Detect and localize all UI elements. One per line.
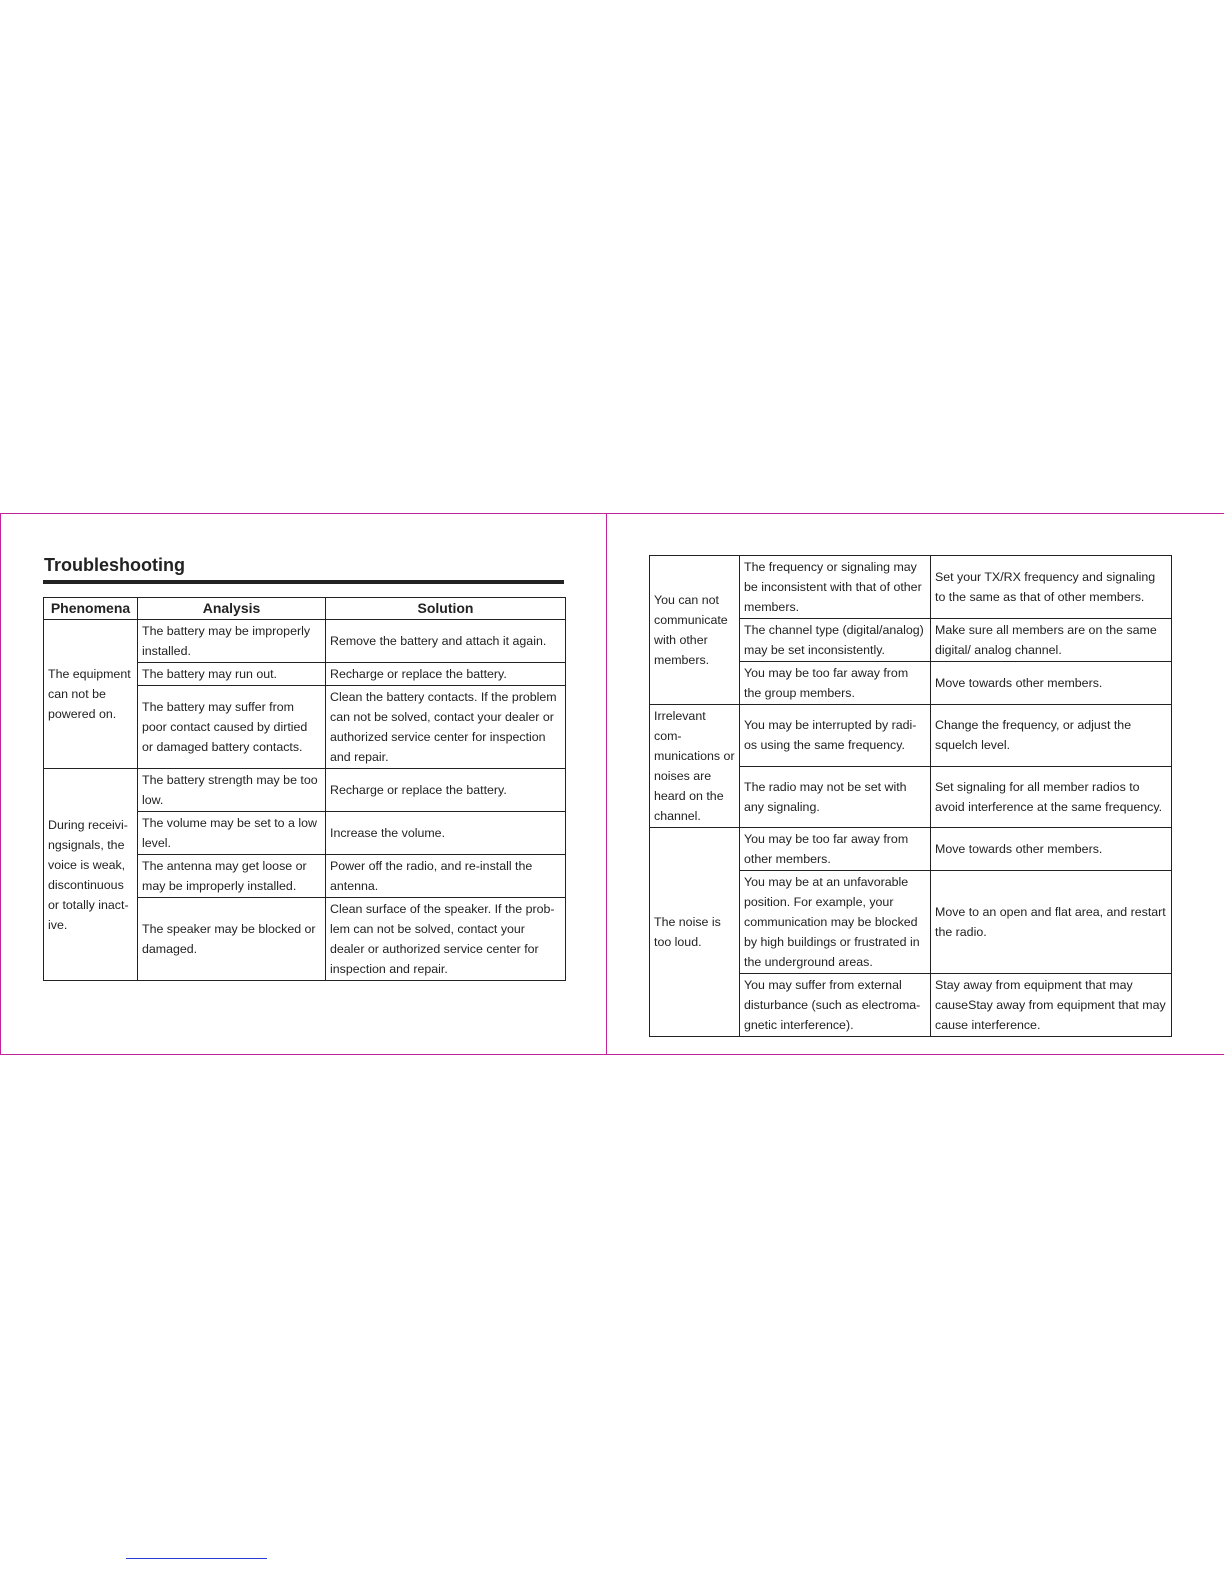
table-row (44, 769, 566, 812)
analysis-cell: The radio may not be set with any signaling. (740, 766, 931, 828)
table-header-row (44, 598, 566, 620)
analysis-cell: You may be too far away from the group members. (740, 662, 931, 705)
analysis-cell: You may be interrupted by radi- os using the same frequency. (740, 705, 931, 767)
phenomenon-cell: The equipment can not be powered on. (44, 620, 138, 769)
phenomenon-cell: Irrelevant com- munications or noises are heard on the channel. (650, 705, 740, 828)
solution-cell: Clean the battery contacts. If the problem can not be solved, contact your dealer or authorized service center for inspection and repair. (326, 686, 566, 769)
solution-cell: Move to an open and flat area, and restart the radio. (931, 871, 1172, 974)
analysis-cell: The speaker may be blocked or damaged. (138, 898, 326, 981)
analysis-cell: You may be too far away from other members. (740, 828, 931, 871)
solution-cell: Move towards other members. (931, 828, 1172, 871)
analysis-cell: The battery may run out. (138, 663, 326, 686)
page-frame-bottom (0, 1054, 1224, 1055)
solution-cell: Power off the radio, and re-install the antenna. (326, 855, 566, 898)
table-row (650, 705, 1172, 767)
analysis-cell: The channel type (digital/analog) may be set inconsistently. (740, 619, 931, 662)
title-rule (43, 580, 564, 584)
table-row (650, 828, 1172, 871)
phenomenon-cell: The noise is too loud. (650, 828, 740, 1037)
analysis-cell: The volume may be set to a low level. (138, 812, 326, 855)
analysis-cell: The battery may be improperly installed. (138, 620, 326, 663)
solution-cell: Make sure all members are on the same digital/ analog channel. (931, 619, 1172, 662)
table-row (650, 556, 1172, 619)
phenomenon-cell: During receivi- ngsignals, the voice is weak, discontinuous or totally inact- ive. (44, 769, 138, 981)
analysis-cell: The battery may suffer from poor contact caused by dirtied or damaged battery contacts. (138, 686, 326, 769)
solution-cell: Increase the volume. (326, 812, 566, 855)
solution-cell: Change the frequency, or adjust the squelch level. (931, 705, 1172, 767)
analysis-cell: The frequency or signaling may be inconsistent with that of other members. (740, 556, 931, 619)
solution-cell: Stay away from equipment that may causeStay away from equipment that may cause interference. (931, 974, 1172, 1037)
header-analysis: Analysis (138, 598, 326, 620)
solution-cell: Set your TX/RX frequency and signaling to the same as that of other members. (931, 556, 1172, 619)
page-frame-left (0, 514, 1, 1054)
table-row (44, 620, 566, 663)
header-solution: Solution (326, 598, 566, 620)
solution-cell: Recharge or replace the battery. (326, 663, 566, 686)
troubleshooting-table-right (649, 555, 1172, 1037)
page-title: Troubleshooting (44, 555, 185, 575)
solution-cell: Clean surface of the speaker. If the prob- lem can not be solved, contact your dealer or authorized service center for inspection and repair. (326, 898, 566, 981)
solution-cell: Recharge or replace the battery. (326, 769, 566, 812)
analysis-cell: You may suffer from external disturbance (such as electroma- gnetic interference). (740, 974, 931, 1037)
header-phenomena: Phenomena (44, 598, 138, 620)
troubleshooting-table-left (43, 597, 566, 981)
analysis-cell: The antenna may get loose or may be improperly installed. (138, 855, 326, 898)
page-frame-top (0, 513, 1224, 514)
footer-underline (126, 1558, 267, 1559)
solution-cell: Move towards other members. (931, 662, 1172, 705)
phenomenon-cell: You can not communicate with other members. (650, 556, 740, 705)
solution-cell: Set signaling for all member radios to avoid interference at the same frequency. (931, 766, 1172, 828)
solution-cell: Remove the battery and attach it again. (326, 620, 566, 663)
analysis-cell: The battery strength may be too low. (138, 769, 326, 812)
analysis-cell: You may be at an unfavorable position. For example, your communication may be blocked by high buildings or frustrated in the underground areas. (740, 871, 931, 974)
page-fold-divider (606, 514, 607, 1054)
